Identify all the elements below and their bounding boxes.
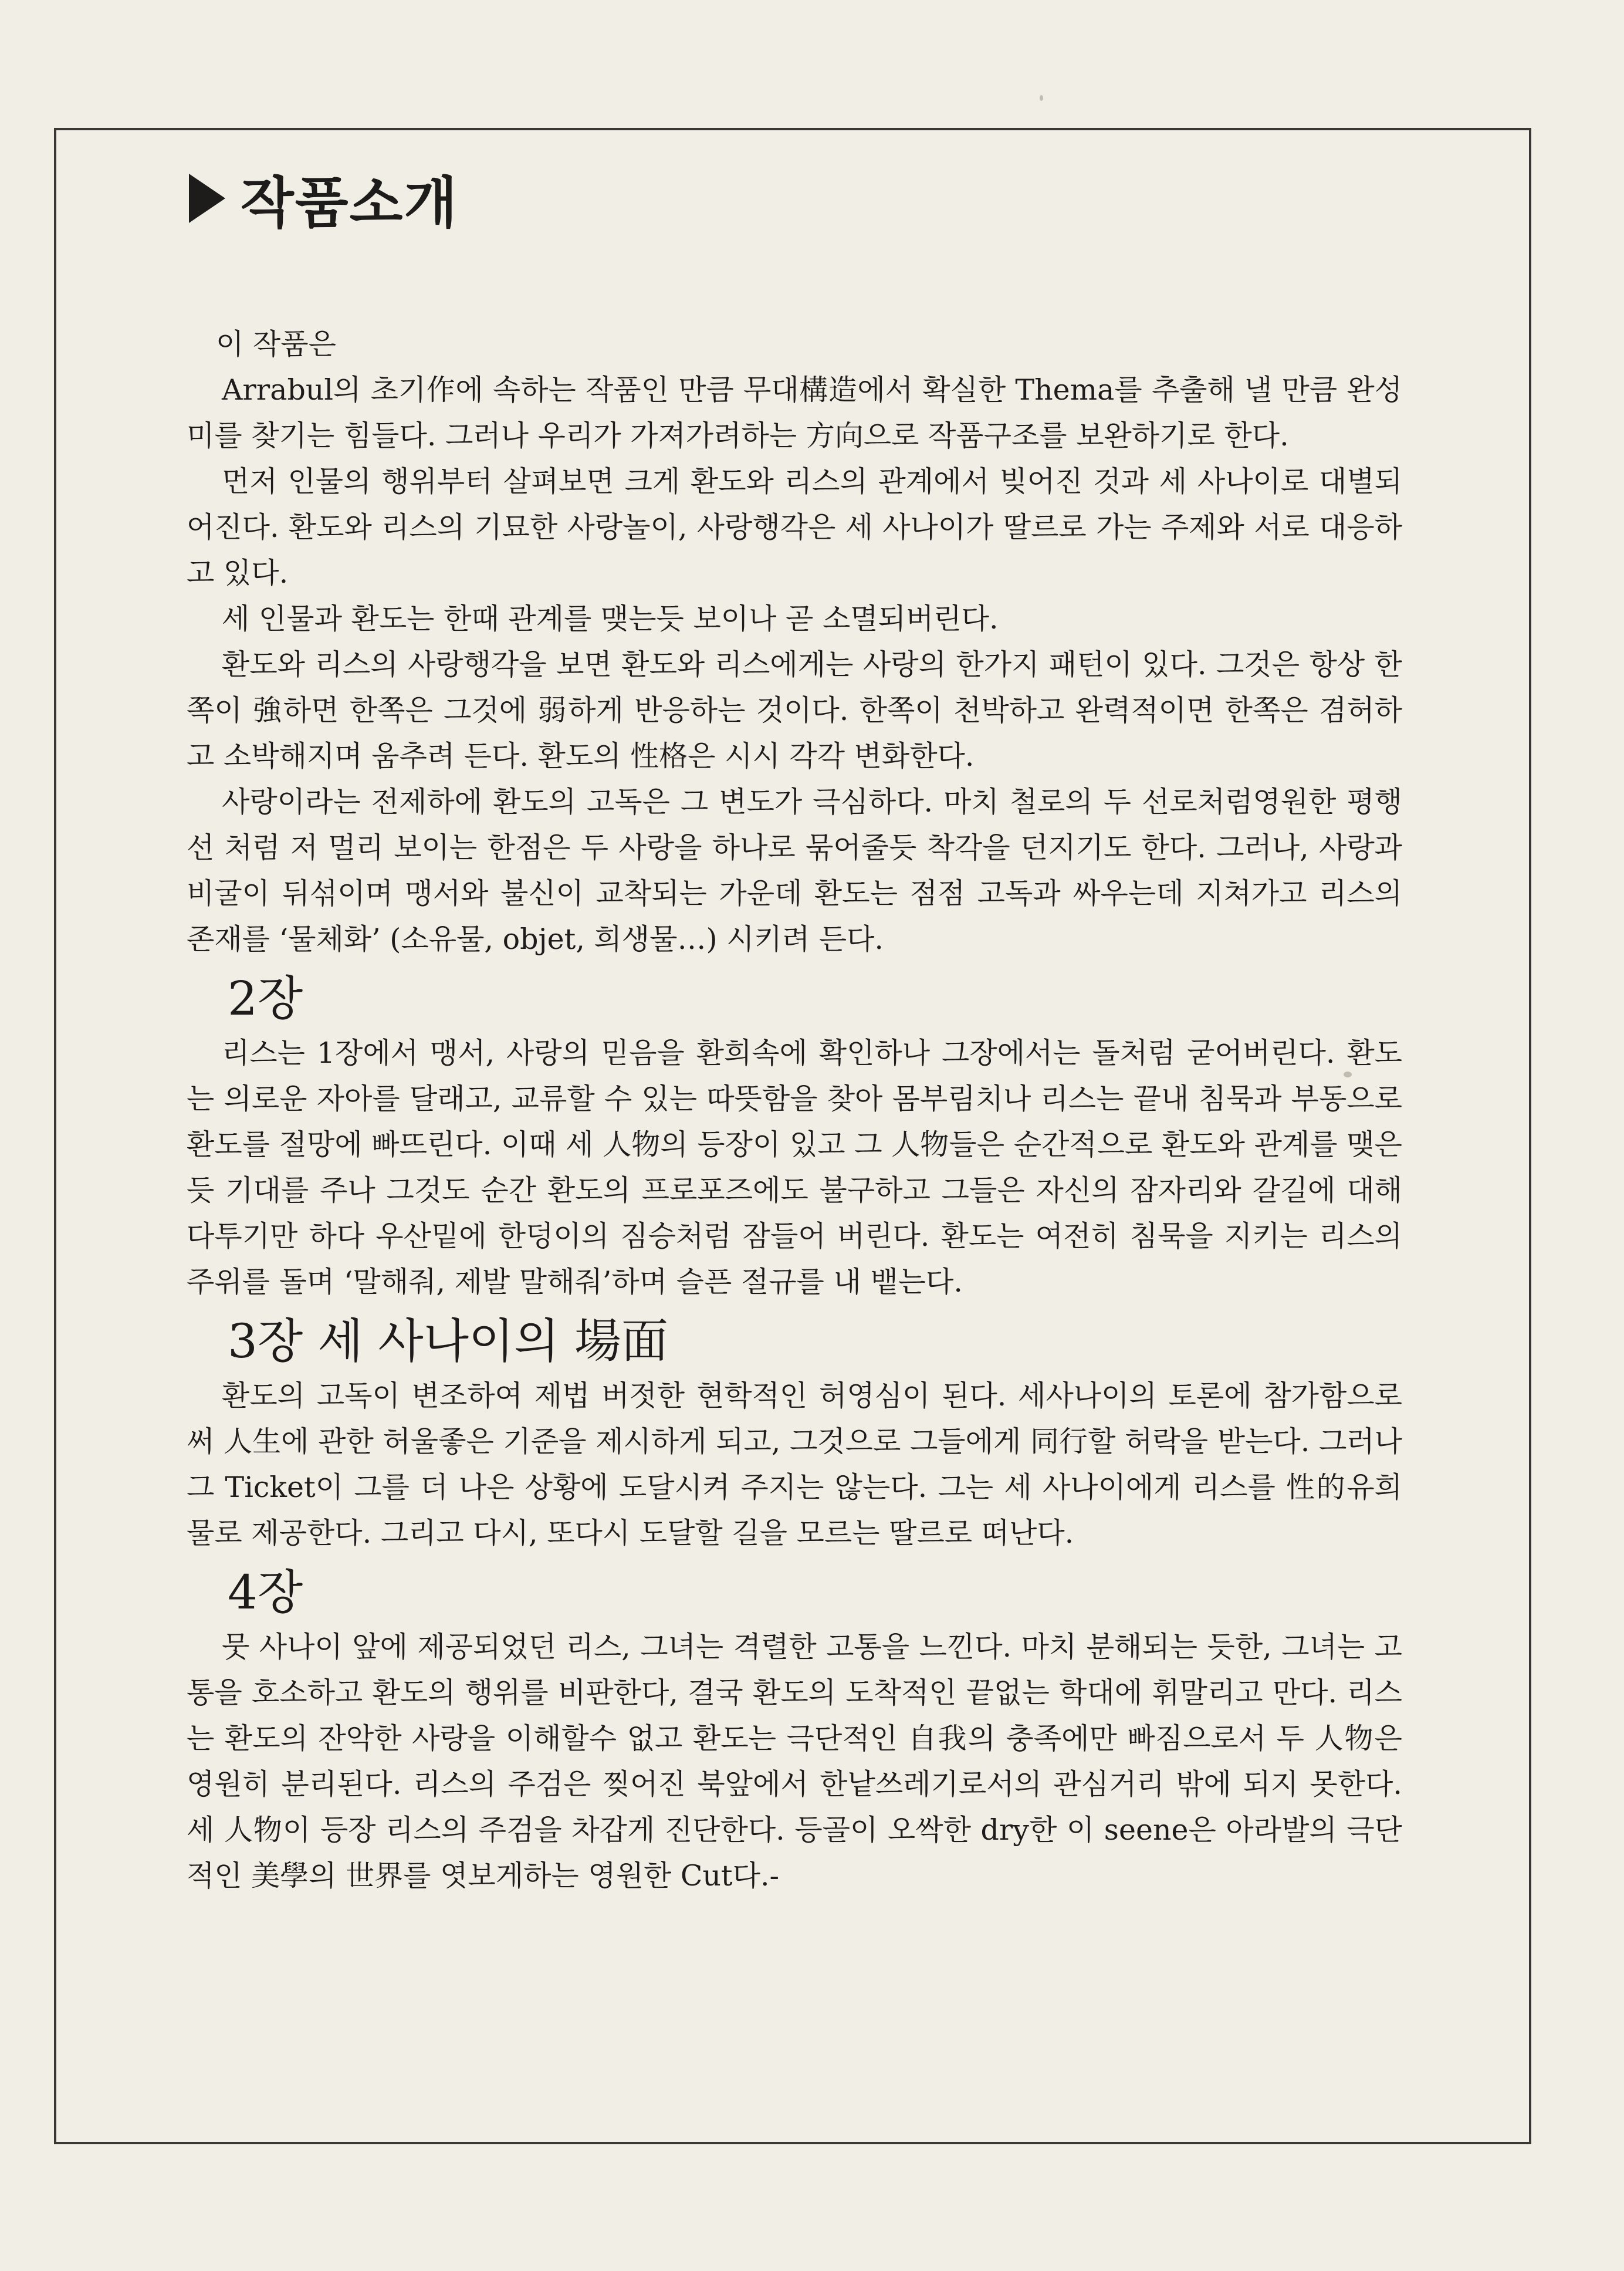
section-heading: 3장 세 사나이의 場面 (228, 1314, 668, 1368)
document-body (187, 322, 1402, 1899)
intro-lead: 이 작품은 (216, 327, 336, 361)
section-paragraph: 리스는 1장에서 맹서, 사랑의 믿음을 환희속에 확인하나 그장에서는 돌처럼 굳어버린다. 환도는 의로운 자아를 달래고, 교류할 수 있는 따뜻함을 찾아 몸부림치나 리스는 끝내 침묵과 부동으로 환도를 절망에 빠뜨린다. 이때 세 人物의 등장이 있고 그 人物들은 순간적으로 환도와 관계를 맺은듯 기대를 주나 그것도 순간 환도의 프로포즈에도 불구하고 그들은 자신의 잠자리와 갈길에 대해 다투기만 하다 우산밑에 한덩이의 짐승처럼 잠들어 버린다. 환도는 여전히 침묵을 지키는 리스의 주위를 돌며 ‘말해줘, 제발 말해줘’하며 슬픈 절규를 내 뱉는다. (187, 1036, 1402, 1299)
page-title: 작품소개 (241, 171, 459, 235)
intro-paragraph: Arrabul의 초기作에 속하는 작품인 만큼 무대構造에서 확실한 Thema를 추출해 낼 만큼 완성미를 찾기는 힘들다. 그러나 우리가 가져가려하는 方向으로 작품구조를 보완하기로 한다. (187, 373, 1402, 452)
intro-paragraph: 사랑이라는 전제하에 환도의 고독은 그 변도가 극심하다. 마치 철로의 두 선로처럼영원한 평행선 처럼 저 멀리 보이는 한점은 두 사랑을 하나로 묶어줄듯 착각을 던지기도 한다. 그러나, 사랑과 비굴이 뒤섞이며 맹서와 불신이 교착되는 가운데 환도는 점점 고독과 싸우는데 지쳐가고 리스의 존재를 ‘물체화’ (소유물, objet, 희생물…) 시키려 든다. (187, 785, 1402, 956)
section-heading: 4장 (228, 1565, 303, 1620)
section-paragraph: 환도의 고독이 변조하여 제법 버젓한 현학적인 허영심이 된다. 세사나이의 토론에 참가함으로써 人生에 관한 허울좋은 기준을 제시하게 되고, 그것으로 그들에게 同行할 허락을 받는다. 그러나 그 Ticket이 그를 더 나은 상황에 도달시켜 주지는 않는다. 그는 세 사나이에게 리스를 性的유희물로 제공한다. 그리고 다시, 또다시 도달할 길을 모르는 딸르로 떠난다. (187, 1379, 1402, 1550)
intro-paragraph: 세 인물과 환도는 한때 관계를 맺는듯 보이나 곧 소멸되버린다. (222, 602, 999, 636)
intro-paragraph: 먼저 인물의 행위부터 살펴보면 크게 환도와 리스의 관계에서 빚어진 것과 세 사나이로 대별되어진다. 환도와 리스의 기묘한 사랑놀이, 사랑행각은 세 사나이가 딸르로 가는 주제와 서로 대응하고 있다. (187, 465, 1402, 590)
section-heading: 2장 (228, 971, 303, 1026)
paper-speck (1344, 1072, 1352, 1077)
triangle-bullet-icon (189, 174, 225, 223)
section-title (189, 158, 458, 238)
intro-paragraph: 환도와 리스의 사랑행각을 보면 환도와 리스에게는 사랑의 한가지 패턴이 있다. 그것은 항상 한쪽이 強하면 한쪽은 그것에 弱하게 반응하는 것이다. 한쪽이 천박하고 완력적이면 한쪽은 겸허하고 소박해지며 움추려 든다. 환도의 性格은 시시 각각 변화한다. (187, 648, 1402, 773)
paper-speck (1040, 95, 1043, 101)
section-paragraph: 뭇 사나이 앞에 제공되었던 리스, 그녀는 격렬한 고통을 느낀다. 마치 분해되는 듯한, 그녀는 고통을 호소하고 환도의 행위를 비판한다, 결국 환도의 도착적인 끝없는 학대에 휘말리고 만다. 리스는 환도의 잔악한 사랑을 이해할수 없고 환도는 극단적인 自我의 충족에만 빠짐으로서 두 人物은 영원히 분리된다. 리스의 주검은 찢어진 북앞에서 한낱쓰레기로서의 관심거리 밖에 되지 못한다. 세 人物이 등장 리스의 주검을 차갑게 진단한다. 등골이 오싹한 dry한 이 seene은 아라발의 극단적인 美學의 世界를 엿보게하는 영원한 Cut다.- (187, 1630, 1402, 1892)
